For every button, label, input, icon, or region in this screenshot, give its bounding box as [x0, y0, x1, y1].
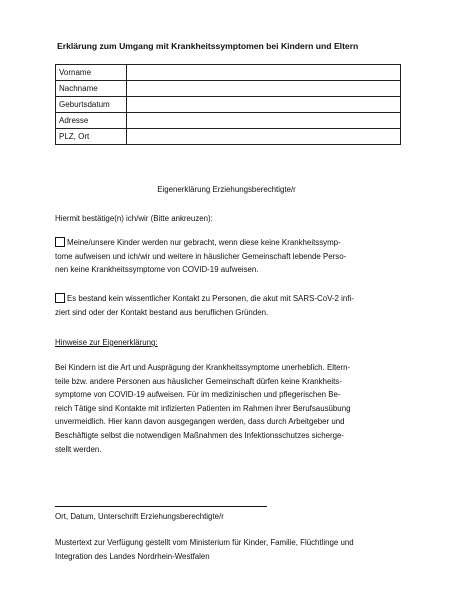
field-input[interactable]	[127, 113, 401, 129]
option-1-line: tome aufweisen und ich/wir und weitere in häuslicher Gemeinschaft lebende Perso-	[55, 251, 347, 261]
option-2-line: Es bestand kein wissentlicher Kontakt zu Personen, die akut mit SARS-CoV-2 infi-	[67, 294, 354, 303]
field-row-plz-ort	[56, 129, 401, 145]
hints-line: reich Tätige sind Kontakte mit infizierten Patienten im Rahmen ihrer Berufsausübung	[55, 403, 351, 413]
footer-note	[55, 536, 354, 563]
subtitle: Eigenerklärung Erziehungsberechtigte/r	[157, 185, 296, 194]
option-1-line: nen keine Krankheitssymptome von COVID-19 aufweisen.	[55, 265, 259, 275]
field-label: Geburtsdatum	[56, 97, 127, 113]
hints-heading: Hinweise zur Eigenerklärung:	[55, 338, 158, 347]
field-row-vorname	[56, 65, 401, 81]
option-2	[55, 292, 354, 319]
intro-text: Hiermit bestätige(n) ich/wir (Bitte ankreuzen):	[55, 214, 213, 223]
field-row-nachname	[56, 81, 401, 97]
field-row-geburtsdatum	[56, 97, 401, 113]
hints-line: unvermeidlich. Hier kann davon ausgegangen werden, dass durch Arbeitgeber und	[55, 417, 345, 427]
field-label: Vorname	[56, 65, 127, 81]
field-input[interactable]	[127, 65, 401, 81]
personal-data-table	[55, 64, 401, 145]
footer-line: Mustertext zur Verfügung gestellt vom Ministerium für Kinder, Familie, Flüchtlinge und	[55, 538, 354, 547]
field-label: Nachname	[56, 81, 127, 97]
field-label: PLZ, Ort	[56, 129, 127, 145]
option-1-line: Meine/unsere Kinder werden nur gebracht, wenn diese keine Krankheitssymp-	[67, 238, 341, 247]
hints-line: Beschäftigte selbst die notwendigen Maßnahmen des Infektionsschutzes sicherge-	[55, 430, 345, 440]
field-input[interactable]	[127, 81, 401, 97]
hints-line: stellt werden.	[55, 444, 102, 454]
field-input[interactable]	[127, 129, 401, 145]
hints-line: teile bzw. andere Personen aus häuslicher Gemeinschaft dürfen keine Krankheits-	[55, 376, 342, 386]
option-1	[55, 236, 346, 277]
hints-line: symptome von COVID-19 aufweisen. Für im medizinischen und pflegerischen Be-	[55, 390, 341, 400]
field-input[interactable]	[127, 97, 401, 113]
hints-paragraph	[55, 361, 350, 456]
field-label: Adresse	[56, 113, 127, 129]
signature-label: Ort, Datum, Unterschrift Erziehungsberechtigte/r	[55, 512, 224, 521]
option-1-checkbox[interactable]	[55, 237, 65, 247]
field-row-adresse	[56, 113, 401, 129]
hints-line: Bei Kindern ist die Art und Ausprägung der Krankheitssymptome unerheblich. Eltern-	[55, 363, 351, 372]
signature-line[interactable]	[55, 506, 267, 507]
option-2-line: ziert sind oder der Kontakt bestand aus beruflichen Gründen.	[55, 307, 269, 317]
document-title: Erklärung zum Umgang mit Krankheitssymptomen bei Kindern und Eltern	[57, 41, 359, 51]
option-2-checkbox[interactable]	[55, 293, 65, 303]
footer-line: Integration des Landes Nordrhein-Westfalen	[55, 551, 210, 561]
